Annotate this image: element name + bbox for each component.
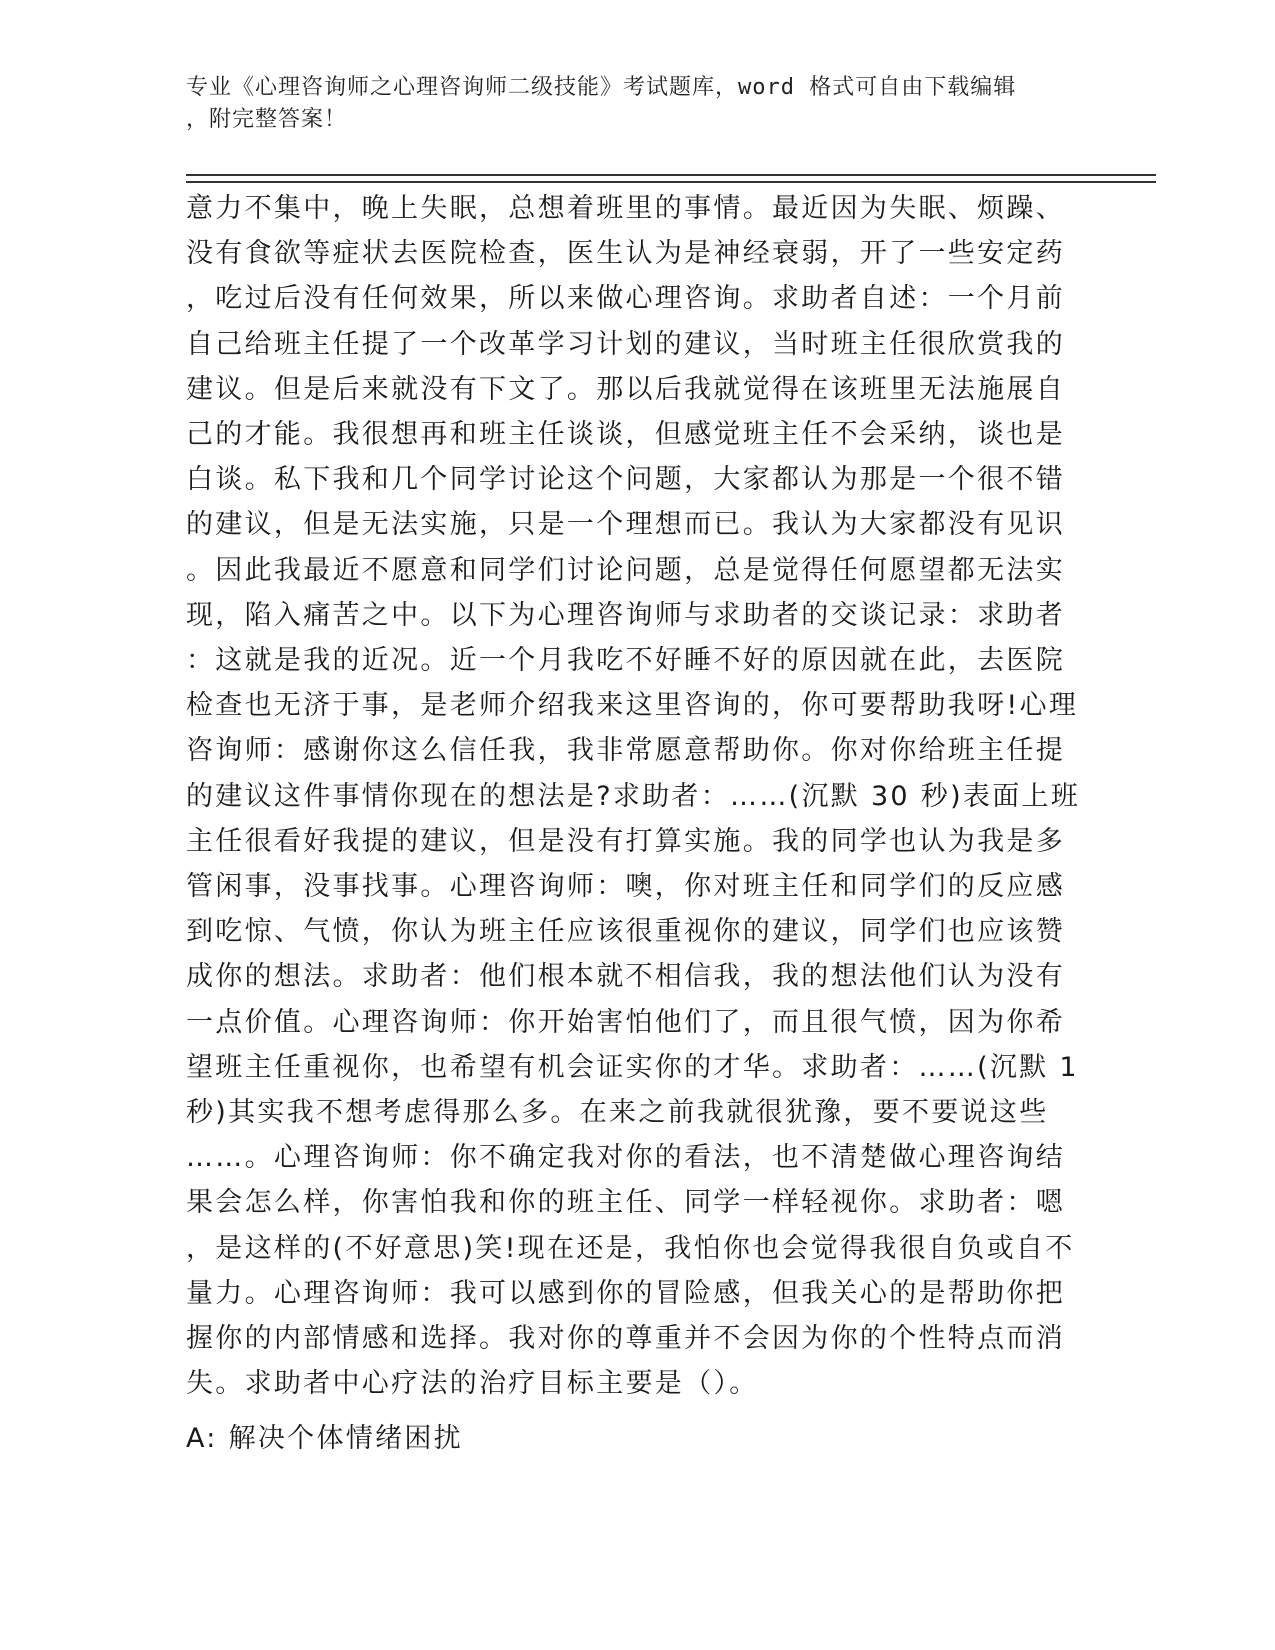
text-line: ，是这样的(不好意思)笑!现在还是，我怕你也会觉得我很自负或自不 xyxy=(186,1232,1075,1264)
text-line: 量力。心理咨询师：我可以感到你的冒险感，但我关心的是帮助你把 xyxy=(186,1277,1065,1309)
text-line: 现，陷入痛苦之中。以下为心理咨询师与求助者的交谈记录：求助者 xyxy=(186,599,1065,631)
text-line: ：这就是我的近况。近一个月我吃不好睡不好的原因就在此，去医院 xyxy=(186,645,1065,677)
document-header xyxy=(186,72,1066,136)
header-divider-top xyxy=(186,174,1156,176)
text-line: ……。心理咨询师：你不确定我对你的看法，也不清楚做心理咨询结 xyxy=(186,1142,1065,1174)
text-line: 一点价值。心理咨询师：你开始害怕他们了，而且很气愤，因为你希 xyxy=(186,1006,1065,1038)
text-line: 没有食欲等症状去医院检查，医生认为是神经衰弱，开了一些安定药 xyxy=(186,238,1065,270)
text-line: 握你的内部情感和选择。我对你的尊重并不会因为你的个性特点而消 xyxy=(186,1323,1065,1355)
header-divider-bottom xyxy=(186,181,1156,183)
text-line: 意力不集中，晚上失眠，总想着班里的事情。最近因为失眠、烦躁、 xyxy=(186,193,1065,224)
text-line: 失。求助者中心疗法的治疗目标主要是（）。 xyxy=(186,1368,759,1400)
header-line: ，附完整答案！ xyxy=(186,107,348,132)
text-line: 望班主任重视你，也希望有机会证实你的才华。求助者：……(沉默 1 xyxy=(186,1051,1079,1083)
text-line: 的建议这件事情你现在的想法是?求助者：……(沉默 30 秒)表面上班 xyxy=(186,780,1081,812)
question-text xyxy=(186,186,1081,1406)
text-line: 成你的想法。求助者：他们根本就不相信我，我的想法他们认为没有 xyxy=(186,961,1065,993)
answer-option-a: A: 解决个体情绪困扰 xyxy=(186,1423,463,1454)
text-line: 检查也无济于事，是老师介绍我来这里咨询的，你可要帮助我呀!心理 xyxy=(186,690,1079,722)
text-line: 主任很看好我提的建议，但是没有打算实施。我的同学也认为我是多 xyxy=(186,825,1065,857)
text-line: 果会怎么样，你害怕我和你的班主任、同学一样轻视你。求助者：嗯 xyxy=(186,1187,1065,1219)
text-line: 管闲事，没事找事。心理咨询师：噢，你对班主任和同学们的反应感 xyxy=(186,871,1065,903)
text-line: 咨询师：感谢你这么信任我，我非常愿意帮助你。你对你给班主任提 xyxy=(186,735,1065,767)
text-line: 秒)其实我不想考虑得那么多。在来之前我就很犹豫，要不要说这些 xyxy=(186,1097,1049,1129)
text-line: 白谈。私下我和几个同学讨论这个问题，大家都认为那是一个很不错 xyxy=(186,464,1065,496)
text-line: 到吃惊、气愤，你认为班主任应该很重视你的建议，同学们也应该赞 xyxy=(186,916,1065,948)
text-line: 自己给班主任提了一个改革学习计划的建议，当时班主任很欣赏我的 xyxy=(186,328,1065,360)
text-line: ，吃过后没有任何效果，所以来做心理咨询。求助者自述：一个月前 xyxy=(186,283,1065,315)
text-line: 建议。但是后来就没有下文了。那以后我就觉得在该班里无法施展自 xyxy=(186,373,1065,405)
text-line: 的建议，但是无法实施，只是一个理想而已。我认为大家都没有见识 xyxy=(186,509,1065,541)
text-line: 己的才能。我很想再和班主任谈谈，但感觉班主任不会采纳，谈也是 xyxy=(186,419,1065,451)
header-line: 专业《心理咨询师之心理咨询师二级技能》考试题库，word 格式可自由下载编辑 xyxy=(186,75,1017,100)
text-line: 。因此我最近不愿意和同学们讨论问题，总是觉得任何愿望都无法实 xyxy=(186,554,1065,586)
